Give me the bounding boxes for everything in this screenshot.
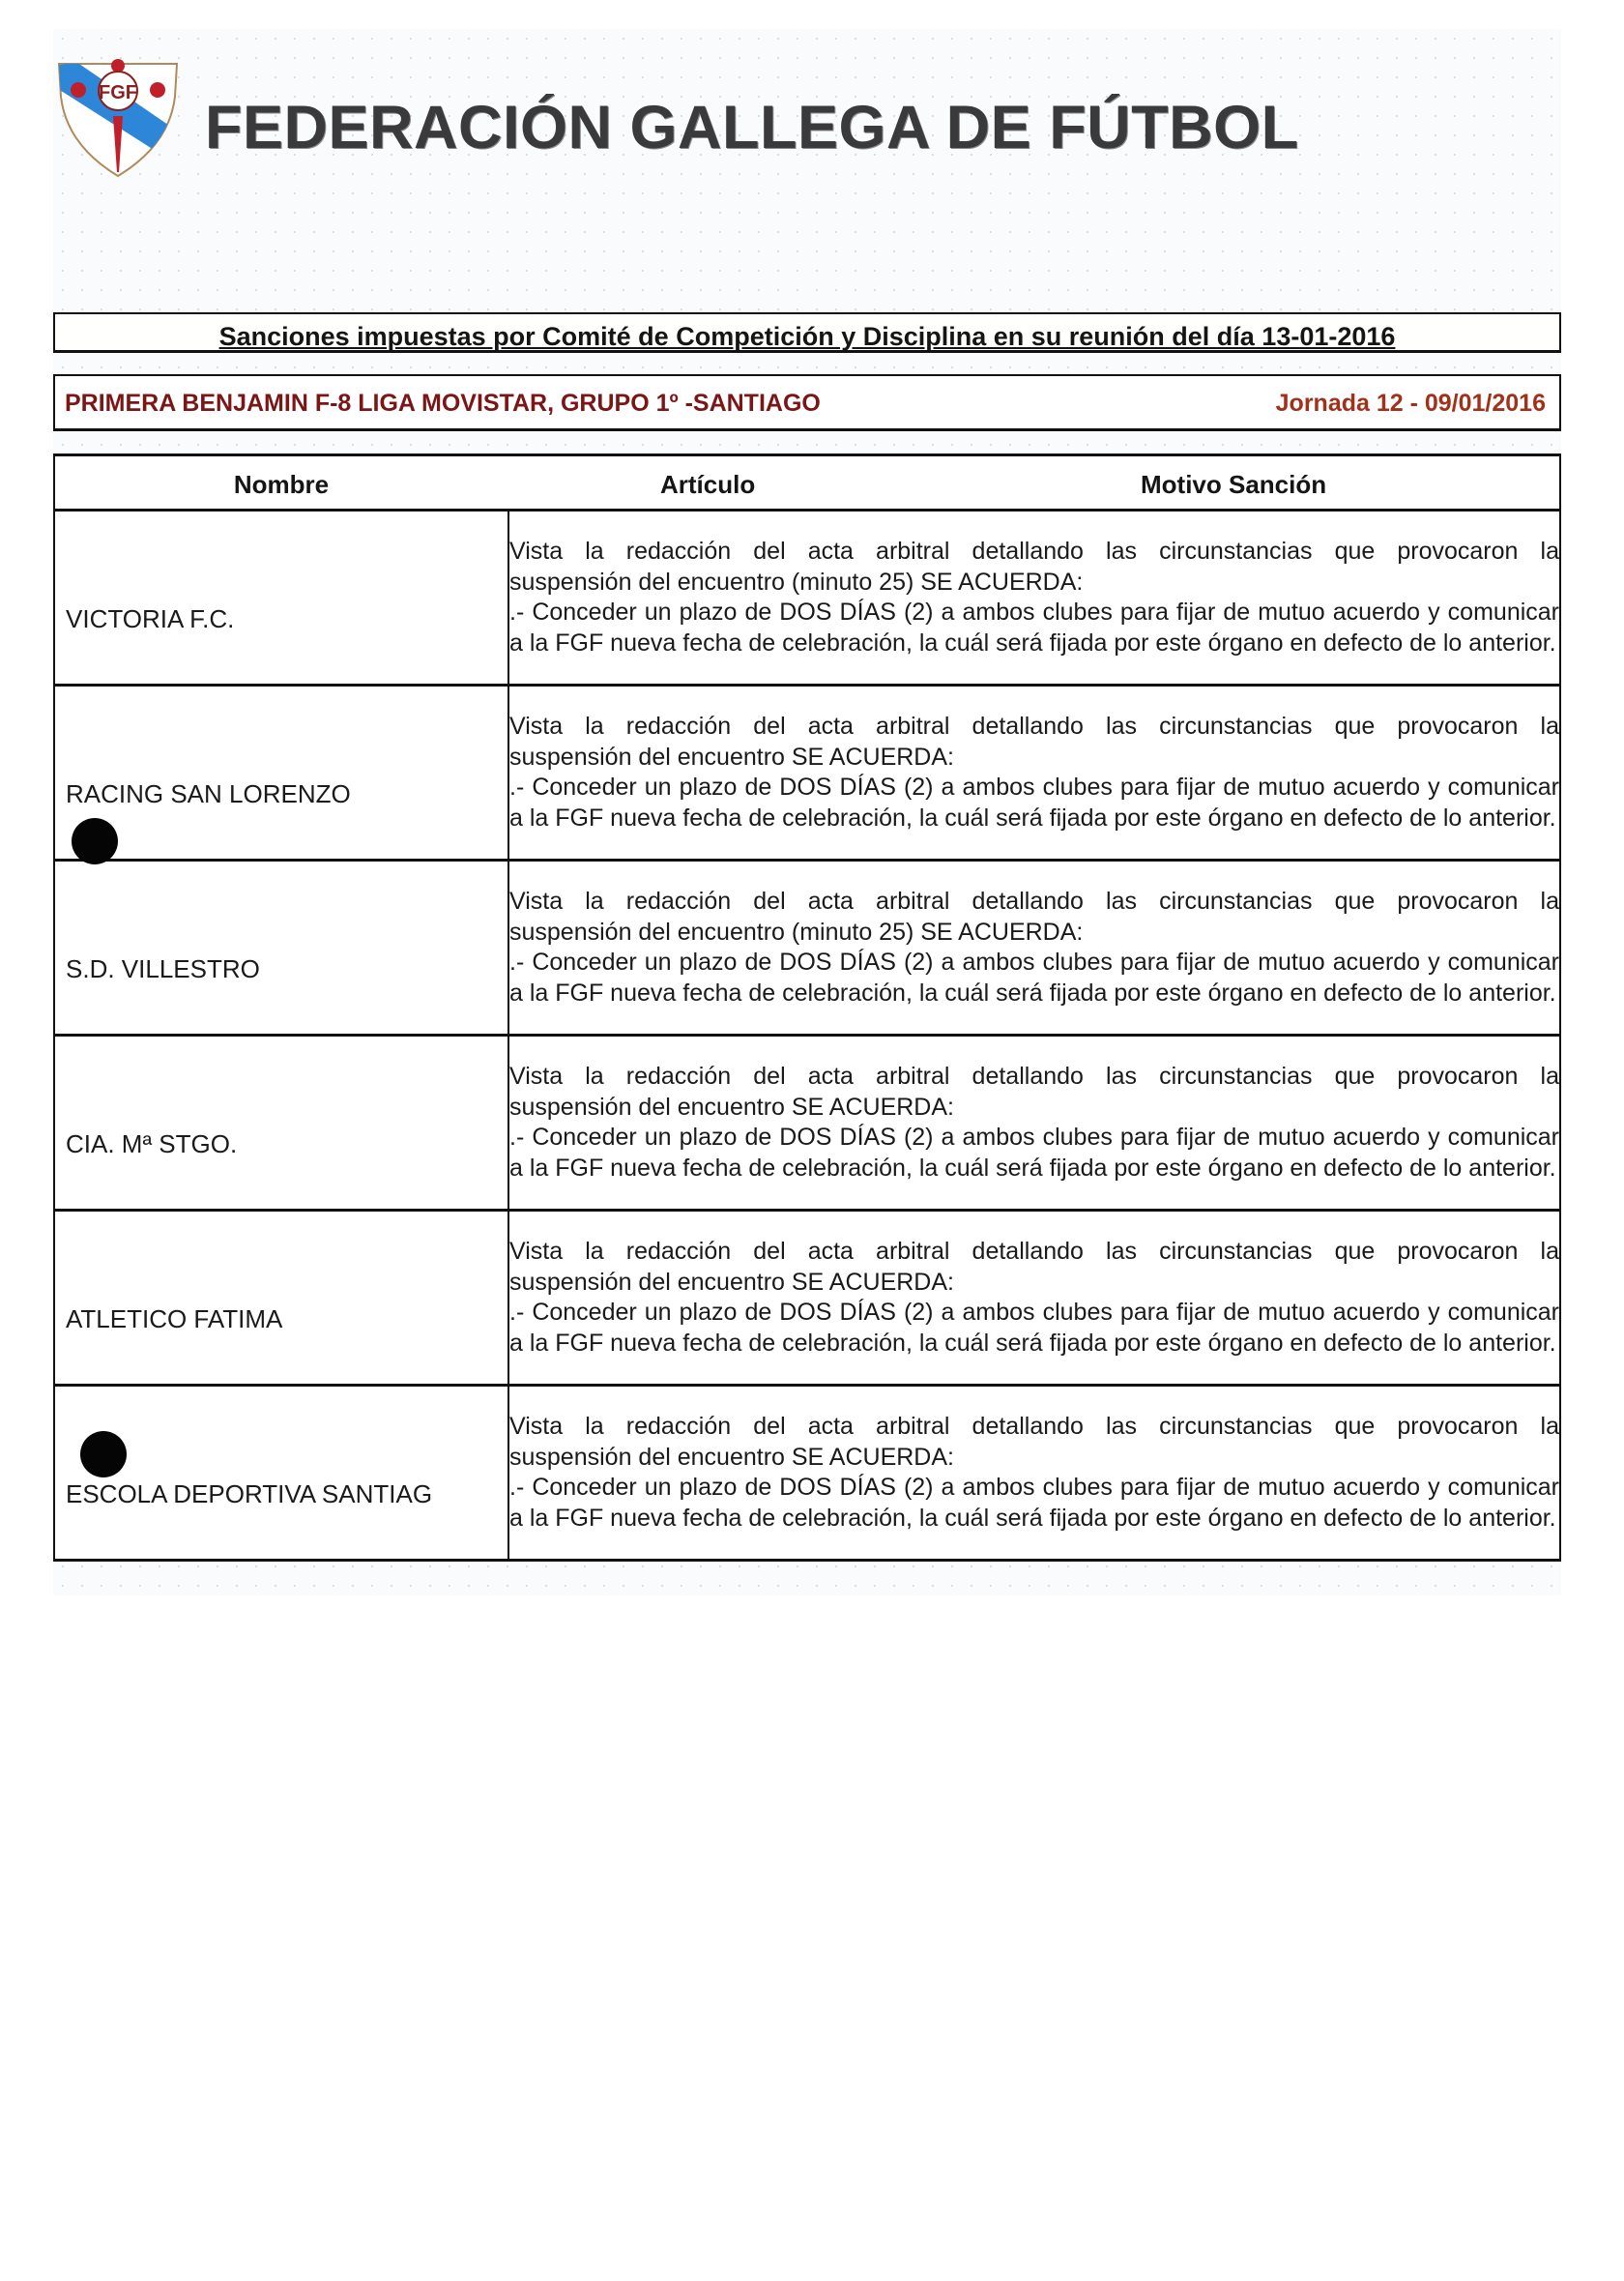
column-header-nombre: Nombre — [233, 470, 330, 499]
motivo-text-line: .- Conceder un plazo de DOS DÍAS (2) a ambos clubes para fijar de mutuo acuerdo y comunicar a la FGF nueva fecha de celebración, la cuál será fijada por este órgano en defecto de lo anterior. — [509, 774, 1559, 832]
motivo-text-line: Vista la redacción del acta arbitral detallando las circunstancias que provocaron la — [509, 1063, 1559, 1090]
motivo-text-line: Vista la redacción del acta arbitral detallando las circunstancias que provocaron la — [509, 1413, 1559, 1440]
sanctions-title: Sanciones impuestas por Comité de Competición y Disciplina en su reunión del día 13-01-2016 — [218, 322, 1396, 351]
motivo-text-line: suspensión del encuentro SE ACUERDA: — [509, 1443, 954, 1471]
redaction-dot-icon — [80, 1431, 127, 1477]
team-name: VICTORIA F.C. — [66, 604, 235, 633]
team-name-cell — [54, 1036, 508, 1211]
organization-title: FEDERACIÓN GALLEGA DE FÚTBOL — [205, 94, 1299, 161]
sanctions-title-box — [53, 312, 1561, 353]
table-row — [54, 1386, 1560, 1561]
motivo-text-line: suspensión del encuentro SE ACUERDA: — [509, 743, 954, 771]
table-header-row — [54, 455, 1560, 511]
motivo-text-line: suspensión del encuentro (minuto 25) SE ACUERDA: — [509, 568, 1084, 596]
motivo-cell — [508, 1386, 1560, 1561]
jornada-date: Jornada 12 - 09/01/2016 — [1275, 390, 1546, 417]
motivo-cell — [508, 1036, 1560, 1211]
team-name: RACING SAN LORENZO — [66, 779, 351, 808]
motivo-cell — [508, 1211, 1560, 1386]
motivo-text-line: suspensión del encuentro SE ACUERDA: — [509, 1093, 954, 1121]
team-name-cell — [54, 1386, 508, 1561]
team-name-cell — [54, 1211, 508, 1386]
column-header-motivo: Motivo Sanción — [1141, 470, 1327, 499]
motivo-text-line: .- Conceder un plazo de DOS DÍAS (2) a ambos clubes para fijar de mutuo acuerdo y comunicar a la FGF nueva fecha de celebración, la cuál será fijada por este órgano en defecto de lo anterior. — [509, 1124, 1559, 1182]
table-row — [54, 686, 1560, 861]
table-row — [54, 861, 1560, 1036]
motivo-cell — [508, 861, 1560, 1036]
table-row — [54, 511, 1560, 686]
motivo-text-line: .- Conceder un plazo de DOS DÍAS (2) a ambos clubes para fijar de mutuo acuerdo y comunicar a la FGF nueva fecha de celebración, la cuál será fijada por este órgano en defecto de lo anterior. — [509, 949, 1559, 1007]
motivo-cell — [508, 511, 1560, 686]
logo-text: FGF — [99, 82, 137, 103]
motivo-text-line: .- Conceder un plazo de DOS DÍAS (2) a ambos clubes para fijar de mutuo acuerdo y comunicar a la FGF nueva fecha de celebración, la cuál será fijada por este órgano en defecto de lo anterior. — [509, 1299, 1559, 1357]
table-header — [54, 455, 1560, 511]
motivo-text-line: Vista la redacción del acta arbitral detallando las circunstancias que provocaron la — [509, 538, 1559, 565]
motivo-text-line: Vista la redacción del acta arbitral detallando las circunstancias que provocaron la — [509, 713, 1559, 740]
table-row — [54, 1211, 1560, 1386]
redaction-dot-icon — [72, 818, 118, 864]
team-name: CIA. Mª STGO. — [66, 1129, 238, 1158]
league-name: PRIMERA BENJAMIN F-8 LIGA MOVISTAR, GRUPO 1º -SANTIAGO — [65, 390, 821, 417]
team-name-cell — [54, 861, 508, 1036]
team-name: S.D. VILLESTRO — [66, 954, 260, 983]
motivo-text-line: Vista la redacción del acta arbitral detallando las circunstancias que provocaron la — [509, 1238, 1559, 1265]
league-info-box — [53, 374, 1561, 431]
column-header-articulo: Artículo — [660, 470, 756, 499]
team-name: ESCOLA DEPORTIVA SANTIAG — [66, 1479, 433, 1508]
motivo-text-line: suspensión del encuentro (minuto 25) SE ACUERDA: — [509, 918, 1084, 946]
sanctions-table — [53, 453, 1561, 1562]
motivo-text-line: Vista la redacción del acta arbitral detallando las circunstancias que provocaron la — [509, 888, 1559, 915]
motivo-cell — [508, 686, 1560, 861]
team-name: ATLETICO FATIMA — [66, 1304, 283, 1333]
motivo-text-line: .- Conceder un plazo de DOS DÍAS (2) a ambos clubes para fijar de mutuo acuerdo y comunicar a la FGF nueva fecha de celebración, la cuál será fijada por este órgano en defecto de lo anterior. — [509, 1474, 1559, 1532]
fgf-shield-logo-icon — [55, 58, 181, 180]
motivo-text-line: suspensión del encuentro SE ACUERDA: — [509, 1268, 954, 1296]
table-row — [54, 1036, 1560, 1211]
motivo-text-line: .- Conceder un plazo de DOS DÍAS (2) a ambos clubes para fijar de mutuo acuerdo y comunicar a la FGF nueva fecha de celebración, la cuál será fijada por este órgano en defecto de lo anterior. — [509, 599, 1559, 657]
team-name-cell — [54, 686, 508, 861]
team-name-cell — [54, 511, 508, 686]
